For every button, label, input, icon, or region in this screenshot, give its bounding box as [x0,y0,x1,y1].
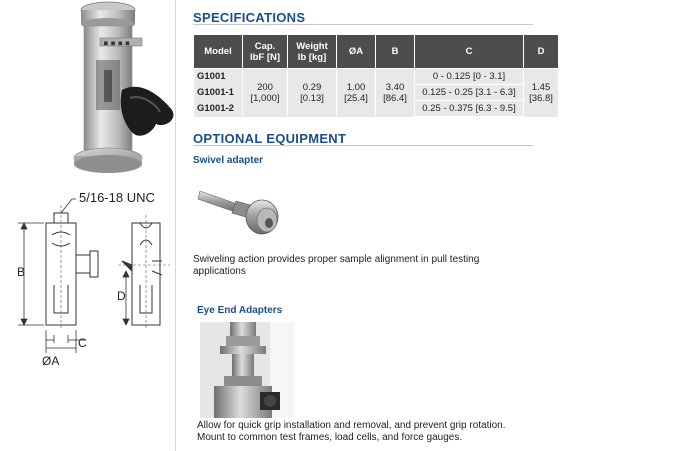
dim-a-value: 1.00 [346,81,366,93]
col-d: D [524,35,559,69]
swivel-adapter-title: Swivel adapter [193,155,264,166]
dimension-b-label: B [17,265,26,279]
weight-cell [288,69,337,117]
capacity-value: 200 [257,81,273,93]
model-cell: G1001-1 [194,85,243,101]
dimension-a-label: ØA [42,354,60,368]
eye-end-adapters-description [197,420,597,444]
model-cell: G1001-2 [194,101,243,117]
eye-end-description-line-1: Allow for quick grip installation and removal, and prevent grip rotation. [197,420,506,431]
dim-c-cell: 0 - 0.125 [0 - 3.1] [415,69,524,85]
swivel-adapter-image [196,183,286,245]
dim-c-cell: 0.125 - 0.25 [3.1 - 6.3] [415,85,524,101]
specifications-table [193,34,559,117]
eye-end-description-line-2: Mount to common test frames, load cells, and force gauges. [197,432,463,443]
col-model: Model [194,35,243,69]
specifications-rule [193,24,533,25]
col-c: C [415,35,524,69]
thread-label: 5/16-18 UNC [79,190,155,205]
optional-equipment-heading: OPTIONAL EQUIPMENT [193,131,347,146]
dim-a-cell [337,69,376,117]
capacity-value-metric: [1,000] [250,92,280,104]
dim-d-value-metric: [36.8] [529,92,553,104]
dimension-c-label: C [78,336,87,350]
dim-b-value: 3.40 [385,81,405,93]
col-b: B [376,35,415,69]
column-divider [175,0,176,451]
dim-d-value: 1.45 [531,81,551,93]
svg-text:■ ■ ■ ■: ■ ■ ■ ■ [104,40,130,47]
swivel-adapter-description: Swiveling action provides proper sample alignment in pull testing applications [193,254,480,277]
table-row [194,69,559,85]
weight-value-metric: [0.13] [300,92,324,104]
optional-equipment-rule [193,145,533,146]
dim-a-value-metric: [25.4] [344,92,368,104]
dim-b-value-metric: [86.4] [383,92,407,104]
dim-b-cell [376,69,415,117]
eye-end-adapters-title: Eye End Adapters [197,305,283,316]
model-cell: G1001 [194,69,243,85]
dim-d-cell [524,69,559,117]
grip-product-photo [60,0,190,185]
dimension-d-label: D [117,289,126,303]
col-weight: Weight lb [kg] [288,35,337,69]
weight-value: 0.29 [302,81,322,93]
specifications-heading: SPECIFICATIONS [193,10,306,25]
col-a: ØA [337,35,376,69]
capacity-cell [243,69,288,117]
eye-end-adapters-image [200,322,294,418]
dim-c-cell: 0.25 - 0.375 [6.3 - 9.5] [415,101,524,117]
grip-dimension-drawing [10,185,175,385]
col-capacity: Cap. lbF [N] [243,35,288,69]
